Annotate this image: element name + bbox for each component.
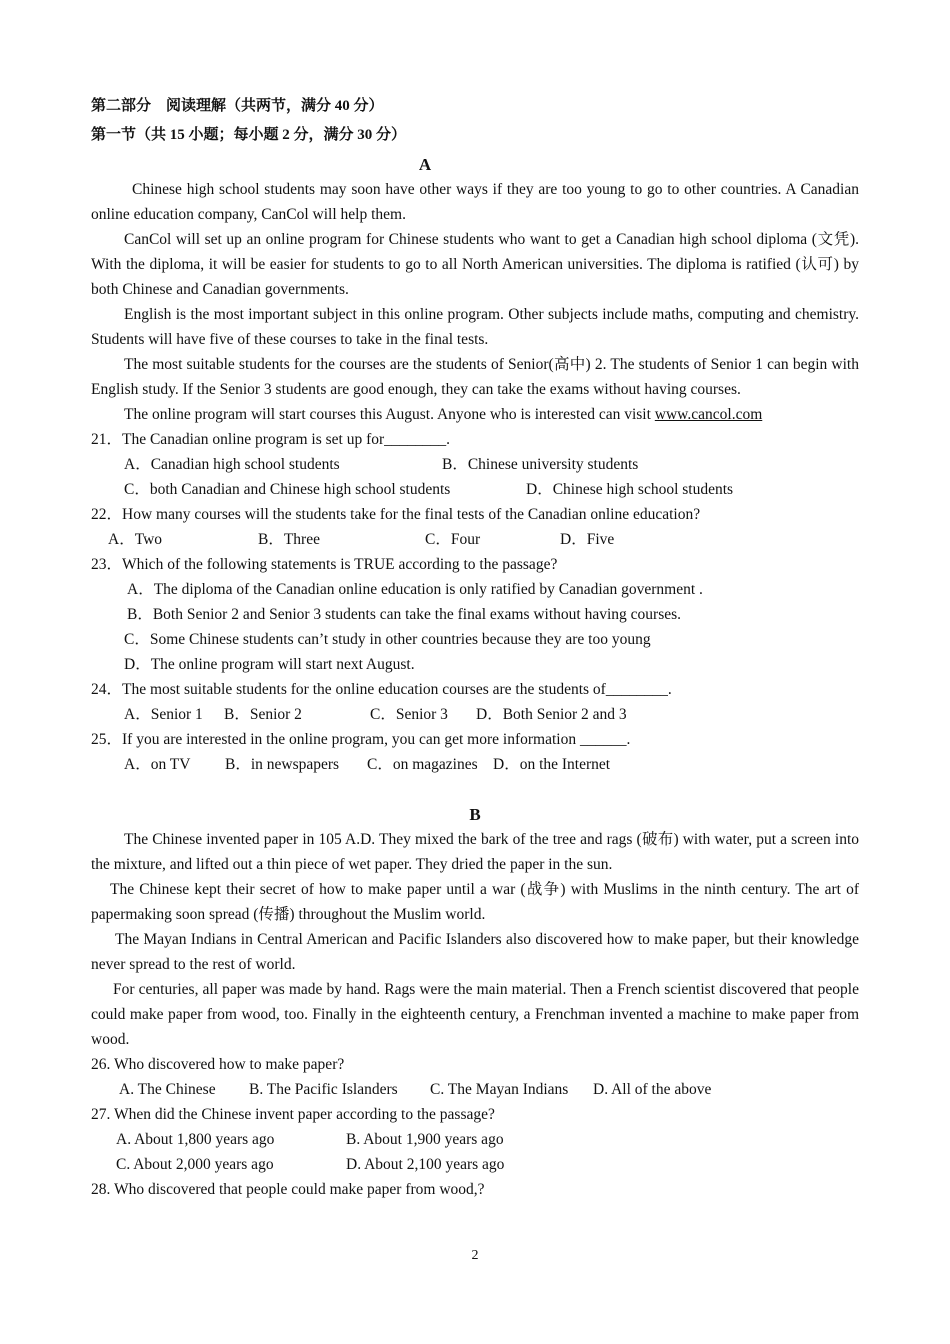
question-28: 28. Who discovered that people could make paper from wood,? [91,1181,485,1198]
q22-option-d: D．Five [560,531,615,548]
question-21-options-row-1 [91,452,859,477]
q21-option-b: B．Chinese university students [442,456,639,473]
question-22-options [91,527,859,552]
q21-option-c: C．both Canadian and Chinese high school students [124,481,451,498]
q21-option-d: D．Chinese high school students [526,481,734,498]
question-24: 24．The most suitable students for the online education courses are the students of________. [91,681,672,698]
question-25: 25．If you are interested in the online program, you can get more information ______. [91,731,631,748]
exam-page [91,94,859,1202]
q22-option-b: B．Three [258,531,320,548]
q27-option-a: A. About 1,800 years ago [116,1131,275,1148]
passage-a-para-2: CanCol will set up an online program for Chinese students who want to get a Canadian high school diploma (文凭). With the diploma, it will be easier for students to go to all North American universities. The diploma is ratified (认可) by both Chinese and Canadian governments. [91,231,859,298]
question-23: 23．Which of the following statements is TRUE according to the passage? [91,556,558,573]
question-22: 22．How many courses will the students take for the final tests of the Canadian online education? [91,506,701,523]
passage-a-para-5 [91,402,859,427]
passage-a-para-1: Chinese high school students may soon have other ways if they are too young to go to other countries. A Canadian online education company, CanCol will help them. [91,181,859,223]
q23-option-a: A．The diploma of the Canadian online education is only ratified by Canadian government . [127,581,703,598]
passage-b-para-3: The Mayan Indians in Central American and Pacific Islanders also discovered how to make paper, but their knowledge never spread to the rest of world. [91,931,859,973]
question-27: 27. When did the Chinese invent paper according to the passage? [91,1106,495,1123]
question-27-options-row-1 [91,1127,859,1152]
q23-option-d: D．The online program will start next August. [124,656,415,673]
q27-option-b: B. About 1,900 years ago [346,1131,504,1148]
question-26-options [91,1077,859,1102]
passage-b-title: B [469,805,481,824]
q25-option-b: B．in newspapers [225,756,340,773]
page-number: 2 [471,1248,479,1263]
passage-a-para-3: English is the most important subject in this online program. Other subjects include maths, computing and chemistry. Students will have five of these courses to take in the final tests. [91,306,859,348]
passage-b-para-1: The Chinese invented paper in 105 A.D. They mixed the bark of the tree and rags (破布) with water, put a screen into the mixture, and lifted out a thin piece of wet paper. They dried the paper in the sun. [91,831,859,873]
q27-option-c: C. About 2,000 years ago [116,1156,274,1173]
question-21: 21．The Canadian online program is set up for________. [91,431,451,448]
cancol-link[interactable]: www.cancol.com [654,406,763,423]
question-27-options-row-2 [91,1152,859,1177]
q24-option-d: D．Both Senior 2 and 3 [476,706,627,723]
part-heading: 第二部分 阅读理解（共两节，满分 40 分） [91,98,384,114]
q26-option-c: C. The Mayan Indians [430,1081,569,1098]
q25-option-c: C．on magazines [367,756,478,773]
question-21-options-row-2 [91,477,859,502]
q21-option-a: A．Canadian high school students [124,456,340,473]
q22-option-c: C．Four [425,531,481,548]
passage-b-para-2: The Chinese kept their secret of how to make paper until a war (战争) with Muslims in the ninth century. The art of papermaking soon spread (传播) throughout the Muslim world. [91,881,859,923]
q24-option-b: B．Senior 2 [224,706,302,723]
question-24-options [91,702,859,727]
passage-a-para-5-text: The online program will start courses this August. Anyone who is interested can visit [124,406,655,423]
q26-option-a: A. The Chinese [119,1081,216,1098]
passage-b-para-4: For centuries, all paper was made by hand. Rags were the main material. Then a French scientist discovered that people could make paper from wood, too. Finally in the eighteenth century, a Frenchman invented a machine to make paper from wood. [91,981,859,1048]
q25-option-d: D．on the Internet [493,756,611,773]
q26-option-d: D. All of the above [593,1081,712,1098]
q24-option-a: A．Senior 1 [124,706,203,723]
q23-option-b: B．Both Senior 2 and Senior 3 students can take the final exams without having courses. [127,606,682,623]
passage-a-title: A [418,155,432,174]
question-25-options [91,752,859,777]
q27-option-d: D. About 2,100 years ago [346,1156,505,1173]
q24-option-c: C．Senior 3 [370,706,448,723]
q22-option-a: A．Two [108,531,163,548]
question-26: 26. Who discovered how to make paper? [91,1056,345,1073]
q26-option-b: B. The Pacific Islanders [249,1081,398,1098]
q25-option-a: A．on TV [124,756,191,773]
q23-option-c: C．Some Chinese students can’t study in other countries because they are too young [124,631,651,648]
passage-a-para-4: The most suitable students for the courses are the students of Senior(高中) 2. The students of Senior 1 can begin with English study. If the Senior 3 students are good enough, they can take the exams without having courses. [91,356,859,398]
section-heading: 第一节（共 15 小题；每小题 2 分，满分 30 分） [91,127,407,143]
